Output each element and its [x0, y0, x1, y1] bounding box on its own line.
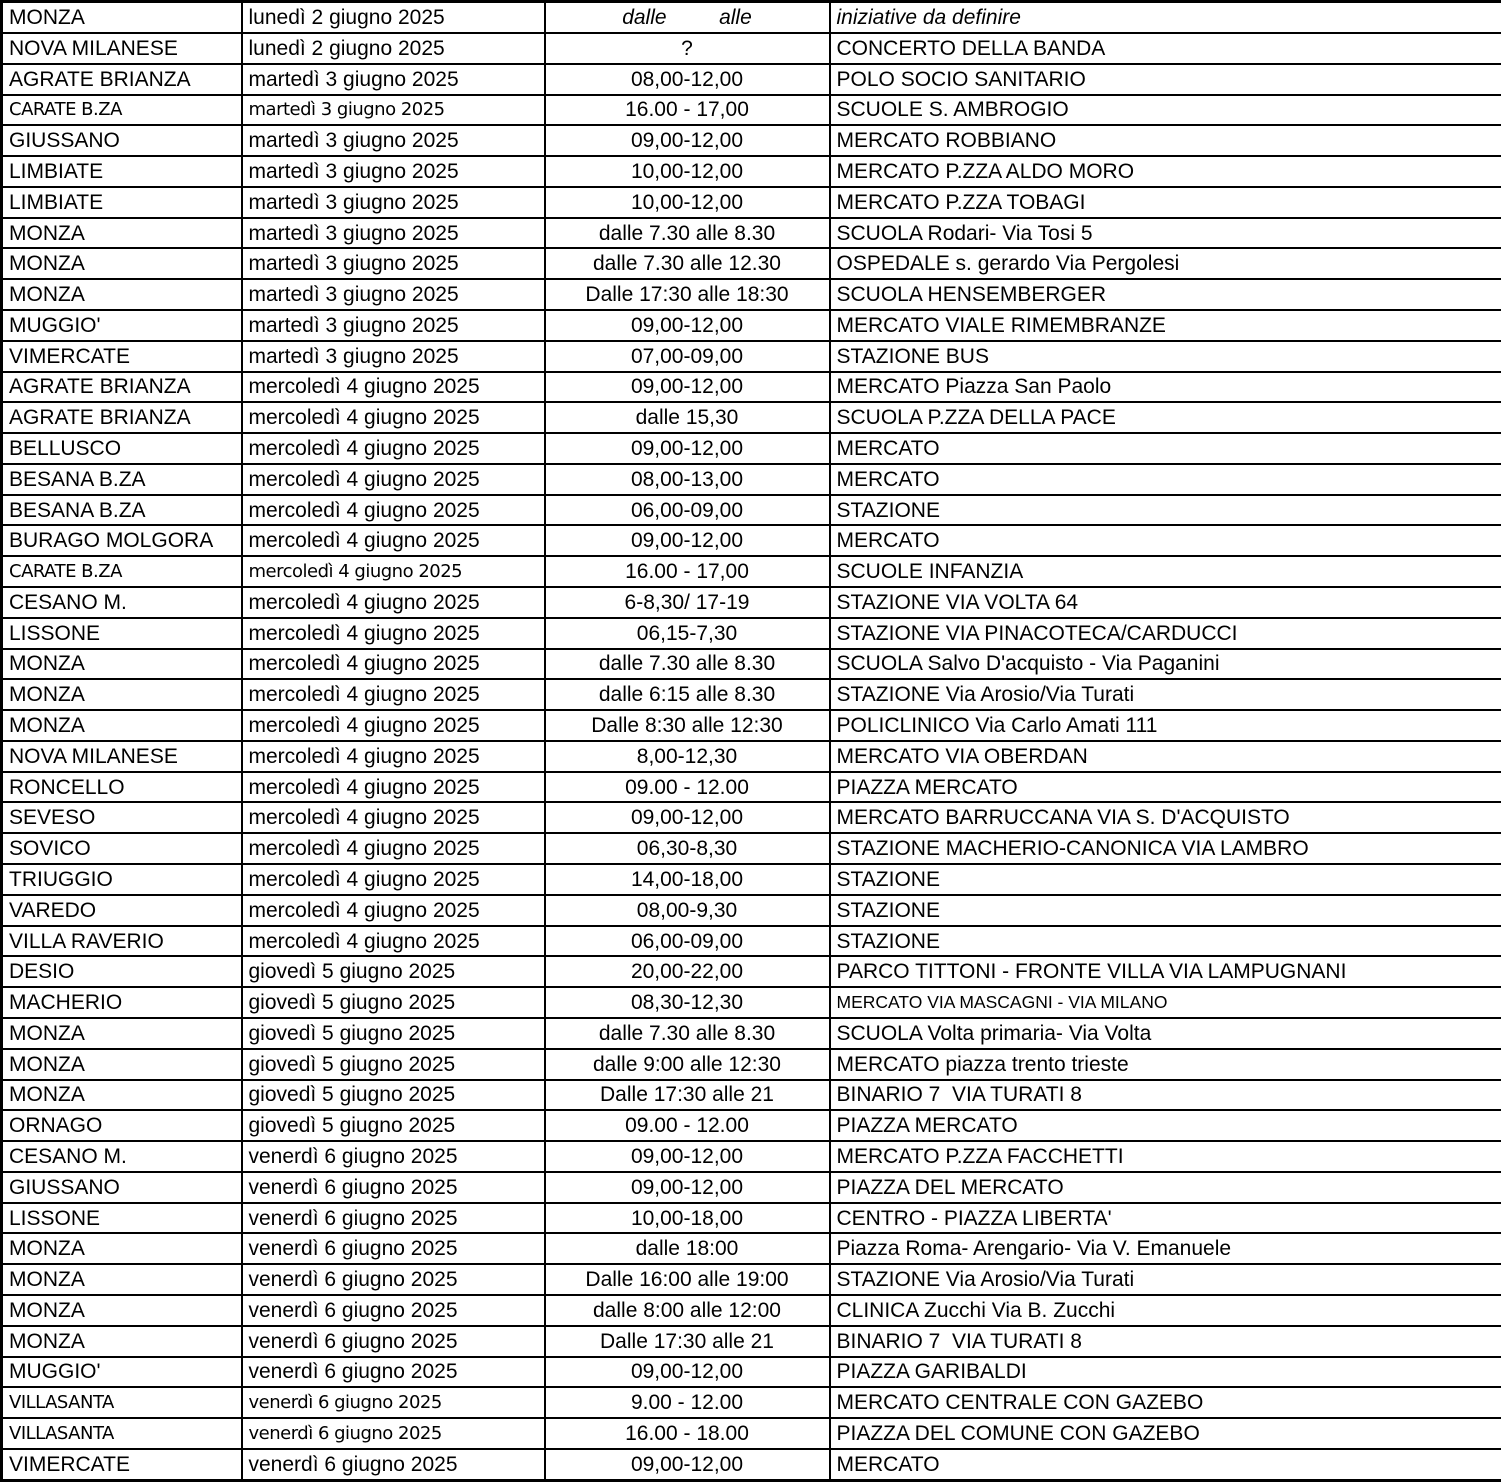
location-cell[interactable]: MONZA	[2, 218, 242, 249]
location-cell[interactable]: VIMERCATE	[2, 1449, 242, 1481]
location-cell[interactable]: MONZA	[2, 1295, 242, 1326]
time-cell[interactable]: 8,00-12,30	[545, 741, 830, 772]
place-cell[interactable]: SCUOLE INFANZIA	[830, 556, 1501, 587]
place-cell[interactable]: SCUOLE S. AMBROGIO	[830, 95, 1501, 126]
place-cell[interactable]: MERCATO	[830, 464, 1501, 495]
time-cell[interactable]: 10,00-12,00	[545, 187, 830, 218]
date-cell[interactable]: venerdì 6 giugno 2025	[242, 1449, 545, 1481]
table-row	[2, 64, 1501, 95]
time-cell[interactable]: dalle 7.30 alle 8.30	[545, 649, 830, 680]
date-cell[interactable]: martedì 3 giugno 2025	[242, 341, 545, 372]
date-cell[interactable]: martedì 3 giugno 2025	[242, 64, 545, 95]
table-row	[2, 95, 1501, 126]
time-cell[interactable]: Dalle 17:30 alle 21	[545, 1080, 830, 1111]
place-cell[interactable]: MERCATO P.ZZA ALDO MORO	[830, 156, 1501, 187]
table-row	[2, 926, 1501, 957]
date-cell[interactable]: martedì 3 giugno 2025	[242, 125, 545, 156]
date-cell[interactable]: mercoledì 4 giugno 2025	[242, 464, 545, 495]
table-row	[2, 864, 1501, 895]
table-row	[2, 679, 1501, 710]
table-row	[2, 587, 1501, 618]
place-cell[interactable]: MERCATO VIA MASCAGNI - VIA MILANO	[830, 987, 1501, 1018]
time-cell[interactable]: 09.00 - 12.00	[545, 772, 830, 803]
place-cell[interactable]: MERCATO ROBBIANO	[830, 125, 1501, 156]
date-cell[interactable]: mercoledì 4 giugno 2025	[242, 833, 545, 864]
time-cell[interactable]: 09,00-12,00	[545, 125, 830, 156]
date-cell[interactable]: mercoledì 4 giugno 2025	[242, 556, 545, 587]
schedule-table-body	[2, 2, 1501, 1481]
date-cell[interactable]: mercoledì 4 giugno 2025	[242, 649, 545, 680]
date-cell[interactable]: martedì 3 giugno 2025	[242, 95, 545, 126]
location-cell[interactable]: LISSONE	[2, 618, 242, 649]
table-row	[2, 1018, 1501, 1049]
table-row	[2, 1049, 1501, 1080]
place-cell[interactable]: PIAZZA GARIBALDI	[830, 1357, 1501, 1388]
table-row	[2, 1172, 1501, 1203]
place-cell[interactable]: POLO SOCIO SANITARIO	[830, 64, 1501, 95]
table-row	[2, 1387, 1501, 1418]
table-row	[2, 1295, 1501, 1326]
location-cell[interactable]: VILLA RAVERIO	[2, 926, 242, 957]
place-cell[interactable]: MERCATO	[830, 1449, 1501, 1481]
time-cell[interactable]: 06,00-09,00	[545, 495, 830, 526]
date-cell[interactable]: mercoledì 4 giugno 2025	[242, 372, 545, 403]
location-cell[interactable]: MONZA	[2, 248, 242, 279]
place-cell[interactable]: PIAZZA DEL MERCATO	[830, 1172, 1501, 1203]
location-cell[interactable]: MONZA	[2, 1049, 242, 1080]
location-cell[interactable]: SEVESO	[2, 802, 242, 833]
date-cell[interactable]: giovedì 5 giugno 2025	[242, 1110, 545, 1141]
time-cell[interactable]: 9.00 - 12.00	[545, 1387, 830, 1418]
date-cell[interactable]: giovedì 5 giugno 2025	[242, 956, 545, 987]
table-row	[2, 710, 1501, 741]
time-cell[interactable]: 10,00-18,00	[545, 1203, 830, 1234]
date-cell[interactable]: venerdì 6 giugno 2025	[242, 1418, 545, 1449]
time-cell[interactable]: dalle 8:00 alle 12:00	[545, 1295, 830, 1326]
time-cell[interactable]: 09,00-12,00	[545, 1449, 830, 1481]
table-row	[2, 187, 1501, 218]
time-cell[interactable]: 6-8,30/ 17-19	[545, 587, 830, 618]
table-row	[2, 1080, 1501, 1111]
table-row	[2, 1110, 1501, 1141]
date-cell[interactable]: venerdì 6 giugno 2025	[242, 1233, 545, 1264]
place-cell[interactable]: CONCERTO DELLA BANDA	[830, 33, 1501, 64]
time-cell[interactable]: dalle 7.30 alle 8.30	[545, 218, 830, 249]
place-cell[interactable]: STAZIONE MACHERIO-CANONICA VIA LAMBRO	[830, 833, 1501, 864]
table-row	[2, 1326, 1501, 1357]
table-row	[2, 802, 1501, 833]
location-cell[interactable]: GIUSSANO	[2, 1172, 242, 1203]
location-cell[interactable]: BESANA B.ZA	[2, 464, 242, 495]
location-cell[interactable]: MONZA	[2, 2, 242, 33]
table-row	[2, 895, 1501, 926]
table-row	[2, 1418, 1501, 1449]
table-row	[2, 1449, 1501, 1481]
place-cell[interactable]: MERCATO CENTRALE CON GAZEBO	[830, 1387, 1501, 1418]
table-row	[2, 402, 1501, 433]
location-cell[interactable]: MONZA	[2, 279, 242, 310]
time-cell[interactable]: 14,00-18,00	[545, 864, 830, 895]
location-cell[interactable]: CESANO M.	[2, 1141, 242, 1172]
place-cell[interactable]: STAZIONE	[830, 895, 1501, 926]
date-cell[interactable]: mercoledì 4 giugno 2025	[242, 864, 545, 895]
place-cell[interactable]: MERCATO VIALE RIMEMBRANZE	[830, 310, 1501, 341]
place-cell[interactable]: STAZIONE Via Arosio/Via Turati	[830, 1264, 1501, 1295]
table-row	[2, 956, 1501, 987]
date-cell[interactable]: giovedì 5 giugno 2025	[242, 1018, 545, 1049]
place-cell[interactable]: MERCATO P.ZZA TOBAGI	[830, 187, 1501, 218]
place-cell[interactable]: MERCATO	[830, 525, 1501, 556]
date-cell[interactable]: venerdì 6 giugno 2025	[242, 1141, 545, 1172]
location-cell[interactable]: MONZA	[2, 1018, 242, 1049]
place-cell[interactable]: MERCATO Piazza San Paolo	[830, 372, 1501, 403]
place-cell[interactable]: PIAZZA DEL COMUNE CON GAZEBO	[830, 1418, 1501, 1449]
time-cell[interactable]: 16.00 - 18.00	[545, 1418, 830, 1449]
time-cell[interactable]: dalle 9:00 alle 12:30	[545, 1049, 830, 1080]
date-cell[interactable]: mercoledì 4 giugno 2025	[242, 587, 545, 618]
location-cell[interactable]: CARATE B.ZA	[2, 556, 242, 587]
location-cell[interactable]: MONZA	[2, 1233, 242, 1264]
date-cell[interactable]: giovedì 5 giugno 2025	[242, 1080, 545, 1111]
place-cell[interactable]: STAZIONE VIA VOLTA 64	[830, 587, 1501, 618]
time-cell[interactable]: 16.00 - 17,00	[545, 95, 830, 126]
date-cell[interactable]: mercoledì 4 giugno 2025	[242, 525, 545, 556]
place-cell[interactable]: STAZIONE Via Arosio/Via Turati	[830, 679, 1501, 710]
time-cell[interactable]: 08,00-12,00	[545, 64, 830, 95]
date-cell[interactable]: martedì 3 giugno 2025	[242, 279, 545, 310]
table-row	[2, 525, 1501, 556]
date-cell[interactable]: mercoledì 4 giugno 2025	[242, 495, 545, 526]
location-cell[interactable]: RONCELLO	[2, 772, 242, 803]
time-cell[interactable]: 20,00-22,00	[545, 956, 830, 987]
place-cell[interactable]: SCUOLA Rodari- Via Tosi 5	[830, 218, 1501, 249]
location-cell[interactable]: CESANO M.	[2, 587, 242, 618]
date-cell[interactable]: venerdì 6 giugno 2025	[242, 1295, 545, 1326]
table-row	[2, 618, 1501, 649]
date-cell[interactable]: mercoledì 4 giugno 2025	[242, 802, 545, 833]
location-cell[interactable]: MUGGIO'	[2, 310, 242, 341]
time-cell[interactable]: 10,00-12,00	[545, 156, 830, 187]
time-cell[interactable]: 06,30-8,30	[545, 833, 830, 864]
time-cell[interactable]: Dalle 8:30 alle 12:30	[545, 710, 830, 741]
location-cell[interactable]: MACHERIO	[2, 987, 242, 1018]
time-cell[interactable]: 09.00 - 12.00	[545, 1110, 830, 1141]
table-row	[2, 649, 1501, 680]
place-cell[interactable]: MERCATO BARRUCCANA VIA S. D'ACQUISTO	[830, 802, 1501, 833]
time-cell[interactable]: 09,00-12,00	[545, 802, 830, 833]
table-row	[2, 433, 1501, 464]
location-cell[interactable]: MONZA	[2, 710, 242, 741]
location-cell[interactable]: AGRATE BRIANZA	[2, 372, 242, 403]
place-cell[interactable]: POLICLINICO Via Carlo Amati 111	[830, 710, 1501, 741]
date-cell[interactable]: lunedì 2 giugno 2025	[242, 2, 545, 33]
table-row	[2, 464, 1501, 495]
location-cell[interactable]: BURAGO MOLGORA	[2, 525, 242, 556]
date-cell[interactable]: venerdì 6 giugno 2025	[242, 1326, 545, 1357]
date-cell[interactable]: mercoledì 4 giugno 2025	[242, 433, 545, 464]
table-row	[2, 1357, 1501, 1388]
date-cell[interactable]: mercoledì 4 giugno 2025	[242, 772, 545, 803]
table-row	[2, 741, 1501, 772]
location-cell[interactable]: LISSONE	[2, 1203, 242, 1234]
location-cell[interactable]: GIUSSANO	[2, 125, 242, 156]
time-cell[interactable]: dalle 6:15 alle 8.30	[545, 679, 830, 710]
place-cell[interactable]: OSPEDALE s. gerardo Via Pergolesi	[830, 248, 1501, 279]
place-cell[interactable]: MERCATO piazza trento trieste	[830, 1049, 1501, 1080]
date-cell[interactable]: mercoledì 4 giugno 2025	[242, 618, 545, 649]
time-cell[interactable]: 09,00-12,00	[545, 433, 830, 464]
place-cell[interactable]: MERCATO VIA OBERDAN	[830, 741, 1501, 772]
time-cell[interactable]: Dalle 17:30 alle 21	[545, 1326, 830, 1357]
place-cell[interactable]: iniziative da definire	[830, 2, 1501, 33]
date-cell[interactable]: venerdì 6 giugno 2025	[242, 1357, 545, 1388]
place-cell[interactable]: Piazza Roma- Arengario- Via V. Emanuele	[830, 1233, 1501, 1264]
location-cell[interactable]: DESIO	[2, 956, 242, 987]
place-cell[interactable]: SCUOLA HENSEMBERGER	[830, 279, 1501, 310]
location-cell[interactable]: VIMERCATE	[2, 341, 242, 372]
time-cell[interactable]: 16.00 - 17,00	[545, 556, 830, 587]
place-cell[interactable]: BINARIO 7 VIA TURATI 8	[830, 1326, 1501, 1357]
time-cell[interactable]: 09,00-12,00	[545, 525, 830, 556]
location-cell[interactable]: VAREDO	[2, 895, 242, 926]
date-cell[interactable]: venerdì 6 giugno 2025	[242, 1387, 545, 1418]
location-cell[interactable]: MONZA	[2, 1080, 242, 1111]
table-row	[2, 772, 1501, 803]
table-row	[2, 372, 1501, 403]
table-row	[2, 310, 1501, 341]
place-cell[interactable]: STAZIONE BUS	[830, 341, 1501, 372]
time-cell[interactable]: 09,00-12,00	[545, 1172, 830, 1203]
place-cell[interactable]: STAZIONE	[830, 864, 1501, 895]
table-row	[2, 341, 1501, 372]
table-row	[2, 125, 1501, 156]
table-row	[2, 833, 1501, 864]
time-cell[interactable]: 09,00-12,00	[545, 1141, 830, 1172]
date-cell[interactable]: mercoledì 4 giugno 2025	[242, 741, 545, 772]
time-cell[interactable]: ?	[545, 33, 830, 64]
table-row	[2, 2, 1501, 33]
date-cell[interactable]: martedì 3 giugno 2025	[242, 310, 545, 341]
location-cell[interactable]: MUGGIO'	[2, 1357, 242, 1388]
location-cell[interactable]: VILLASANTA	[2, 1387, 242, 1418]
table-row	[2, 556, 1501, 587]
table-row	[2, 248, 1501, 279]
location-cell[interactable]: BESANA B.ZA	[2, 495, 242, 526]
location-cell[interactable]: TRIUGGIO	[2, 864, 242, 895]
date-cell[interactable]: venerdì 6 giugno 2025	[242, 1172, 545, 1203]
time-cell[interactable]: dalle 7.30 alle 8.30	[545, 1018, 830, 1049]
place-cell[interactable]: STAZIONE	[830, 495, 1501, 526]
table-row	[2, 218, 1501, 249]
location-cell[interactable]: SOVICO	[2, 833, 242, 864]
date-cell[interactable]: mercoledì 4 giugno 2025	[242, 402, 545, 433]
table-row	[2, 1141, 1501, 1172]
place-cell[interactable]: MERCATO	[830, 433, 1501, 464]
date-cell[interactable]: venerdì 6 giugno 2025	[242, 1264, 545, 1295]
time-cell[interactable]: 09,00-12,00	[545, 1357, 830, 1388]
location-cell[interactable]: AGRATE BRIANZA	[2, 64, 242, 95]
place-cell[interactable]: STAZIONE	[830, 926, 1501, 957]
time-cell[interactable]: 08,00-13,00	[545, 464, 830, 495]
time-cell[interactable]: dalle 18:00	[545, 1233, 830, 1264]
location-cell[interactable]: BELLUSCO	[2, 433, 242, 464]
place-cell[interactable]: STAZIONE VIA PINACOTECA/CARDUCCI	[830, 618, 1501, 649]
table-row	[2, 33, 1501, 64]
time-cell[interactable]: Dalle 17:30 alle 18:30	[545, 279, 830, 310]
place-cell[interactable]: SCUOLA P.ZZA DELLA PACE	[830, 402, 1501, 433]
location-cell[interactable]: MONZA	[2, 649, 242, 680]
location-cell[interactable]: CARATE B.ZA	[2, 95, 242, 126]
time-cell[interactable]: 06,15-7,30	[545, 618, 830, 649]
time-cell[interactable]: Dalle 16:00 alle 19:00	[545, 1264, 830, 1295]
date-cell[interactable]: martedì 3 giugno 2025	[242, 218, 545, 249]
location-cell[interactable]: MONZA	[2, 1264, 242, 1295]
table-row	[2, 1264, 1501, 1295]
time-cell[interactable]: dalle alle	[545, 2, 830, 33]
time-cell[interactable]: 07,00-09,00	[545, 341, 830, 372]
location-cell[interactable]: NOVA MILANESE	[2, 741, 242, 772]
location-cell[interactable]: ORNAGO	[2, 1110, 242, 1141]
place-cell[interactable]: BINARIO 7 VIA TURATI 8	[830, 1080, 1501, 1111]
time-cell[interactable]: 09,00-12,00	[545, 372, 830, 403]
date-cell[interactable]: lunedì 2 giugno 2025	[242, 33, 545, 64]
date-cell[interactable]: giovedì 5 giugno 2025	[242, 987, 545, 1018]
time-cell[interactable]: 08,00-9,30	[545, 895, 830, 926]
place-cell[interactable]: PIAZZA MERCATO	[830, 772, 1501, 803]
location-cell[interactable]: VILLASANTA	[2, 1418, 242, 1449]
table-row	[2, 279, 1501, 310]
place-cell[interactable]: PARCO TITTONI - FRONTE VILLA VIA LAMPUGNANI	[830, 956, 1501, 987]
table-row	[2, 1203, 1501, 1234]
table-row	[2, 156, 1501, 187]
table-row	[2, 495, 1501, 526]
place-cell[interactable]: CLINICA Zucchi Via B. Zucchi	[830, 1295, 1501, 1326]
location-cell[interactable]: MONZA	[2, 1326, 242, 1357]
date-cell[interactable]: giovedì 5 giugno 2025	[242, 1049, 545, 1080]
location-cell[interactable]: NOVA MILANESE	[2, 33, 242, 64]
table-row	[2, 1233, 1501, 1264]
place-cell[interactable]: PIAZZA MERCATO	[830, 1110, 1501, 1141]
date-cell[interactable]: martedì 3 giugno 2025	[242, 248, 545, 279]
place-cell[interactable]: SCUOLA Volta primaria- Via Volta	[830, 1018, 1501, 1049]
place-cell[interactable]: CENTRO - PIAZZA LIBERTA'	[830, 1203, 1501, 1234]
location-cell[interactable]: AGRATE BRIANZA	[2, 402, 242, 433]
time-cell[interactable]: 09,00-12,00	[545, 310, 830, 341]
place-cell[interactable]: SCUOLA Salvo D'acquisto - Via Paganini	[830, 649, 1501, 680]
date-cell[interactable]: mercoledì 4 giugno 2025	[242, 895, 545, 926]
date-cell[interactable]: martedì 3 giugno 2025	[242, 156, 545, 187]
date-cell[interactable]: mercoledì 4 giugno 2025	[242, 710, 545, 741]
time-cell[interactable]: 08,30-12,30	[545, 987, 830, 1018]
place-cell[interactable]: MERCATO P.ZZA FACCHETTI	[830, 1141, 1501, 1172]
time-cell[interactable]: dalle 7.30 alle 12.30	[545, 248, 830, 279]
date-cell[interactable]: mercoledì 4 giugno 2025	[242, 926, 545, 957]
table-row	[2, 987, 1501, 1018]
date-cell[interactable]: mercoledì 4 giugno 2025	[242, 679, 545, 710]
time-cell[interactable]: 06,00-09,00	[545, 926, 830, 957]
time-cell[interactable]: dalle 15,30	[545, 402, 830, 433]
location-cell[interactable]: LIMBIATE	[2, 156, 242, 187]
date-cell[interactable]: martedì 3 giugno 2025	[242, 187, 545, 218]
location-cell[interactable]: MONZA	[2, 679, 242, 710]
location-cell[interactable]: LIMBIATE	[2, 187, 242, 218]
date-cell[interactable]: venerdì 6 giugno 2025	[242, 1203, 545, 1234]
